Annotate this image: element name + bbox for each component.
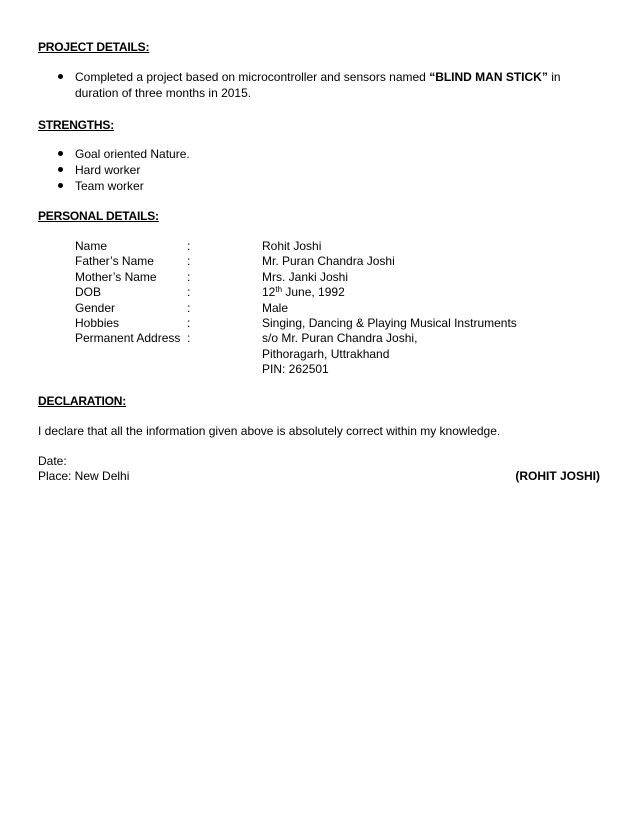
project-text-suffix: in duration of three months in 2015. xyxy=(75,70,561,100)
detail-separator: : xyxy=(187,300,191,315)
detail-value: Male xyxy=(262,300,289,315)
project-name: “BLIND MAN STICK” xyxy=(429,70,548,84)
detail-separator: : xyxy=(187,285,191,300)
detail-label: Gender xyxy=(75,300,116,315)
detail-value xyxy=(262,285,345,300)
strengths-heading: STRENGTHS: xyxy=(38,118,115,132)
list-item xyxy=(58,69,598,101)
project-text-prefix: Completed a project based on microcontroller and sensors named xyxy=(75,70,430,84)
signature: (ROHIT JOSHI) xyxy=(515,469,600,483)
declaration-heading: DECLARATION: xyxy=(38,394,127,408)
detail-separator: : xyxy=(187,254,191,269)
strength-text: Team worker xyxy=(75,179,144,193)
list-item xyxy=(58,162,190,178)
project-list xyxy=(58,69,598,101)
detail-label: DOB xyxy=(75,285,102,300)
strengths-list xyxy=(58,146,190,194)
detail-separator: : xyxy=(187,331,191,346)
list-item xyxy=(58,146,190,162)
strength-text: Hard worker xyxy=(75,163,141,177)
detail-label: Permanent Address xyxy=(75,331,181,346)
detail-value: Pithoragarh, Uttrakhand xyxy=(262,346,390,361)
date-label: Date: xyxy=(38,454,67,468)
detail-value: Mrs. Janki Joshi xyxy=(262,269,349,284)
detail-label: Name xyxy=(75,239,108,253)
dob-ordinal: th xyxy=(275,285,283,295)
detail-label: Father’s Name xyxy=(75,254,154,269)
detail-label: Hobbies xyxy=(75,315,120,330)
personal-details-heading: PERSONAL DETAILS: xyxy=(38,209,159,223)
detail-separator: : xyxy=(187,315,191,330)
bullet-icon xyxy=(58,183,63,188)
bullet-icon xyxy=(58,167,63,172)
detail-value: s/o Mr. Puran Chandra Joshi, xyxy=(262,331,418,346)
detail-separator: : xyxy=(187,239,191,253)
detail-separator: : xyxy=(187,269,191,284)
dob-rest: June, 1992 xyxy=(282,285,345,300)
detail-value: Mr. Puran Chandra Joshi xyxy=(262,254,395,269)
detail-value: PIN: 262501 xyxy=(262,362,329,377)
detail-value: Singing, Dancing & Playing Musical Instruments xyxy=(262,315,517,330)
declaration-text: I declare that all the information given above is absolutely correct within my knowledge. xyxy=(38,424,501,438)
bullet-icon xyxy=(58,74,63,79)
list-item xyxy=(58,178,190,194)
detail-label: Mother’s Name xyxy=(75,269,157,284)
strength-text: Goal oriented Nature. xyxy=(75,147,190,161)
project-details-heading: PROJECT DETAILS: xyxy=(38,40,150,54)
place-label: Place: New Delhi xyxy=(38,469,130,483)
dob-day: 12 xyxy=(262,285,276,300)
detail-value: Rohit Joshi xyxy=(262,239,322,253)
bullet-icon xyxy=(58,151,63,156)
